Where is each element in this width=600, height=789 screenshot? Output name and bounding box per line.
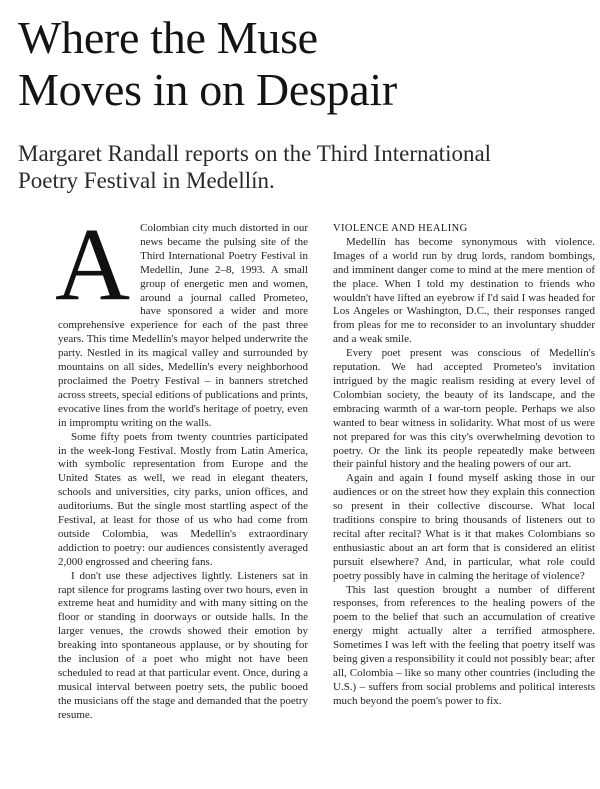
drop-cap: A — [55, 207, 131, 322]
deck-line: Poetry Festival in Medellín. — [18, 168, 275, 193]
article-title — [18, 12, 588, 116]
body-paragraph: Some fifty poets from twenty countries participated in the week-long Festival. Mostly from Latin America, with symbolic representation from Europe and the United States as well, we read in elegant theaters, schools and universities, city parks, union offices, and auditoriums. But the single most startling aspect of the Festival, at least for those of us who had come from outside Colombia, was Medellín's extraordinary addiction to poetry: our audiences consistently averaged 2,000 engrossed and cheering fans. — [58, 430, 308, 568]
body-paragraph: Every poet present was conscious of Medellín's reputation. We had accepted Prometeo's invitation intrigued by the magic realism residing at every level of Colombian society, the beauty of its landscape, and the embracing warmth of a war-torn people. Perhaps we also wanted to bear witness in solidarity. What most of us were not prepared for was this city's overwhelming devotion to poetry. Or the link its people repeatedly make between their painful history and the healing powers of our art. — [333, 347, 595, 471]
body-paragraph: This last question brought a number of different responses, from references to the healing powers of the poem to the belief that such an accumulation of creative energy might actually alter a terrified atmosphere. Sometimes I was left with the feeling that poetry itself was being given a responsibility it could not possibly bear; after all, Colombia – like so many other countries (including the U.S.) – suffers from social problems and political interests much beyond the poem's power to fix. — [333, 583, 595, 707]
left-column — [55, 207, 308, 723]
body-paragraph: I don't use these adjectives lightly. Listeners sat in rapt silence for programs lasting over two hours, even in extreme heat and humidity and with many sitting on the floor or standing in doorways or outside halls. In the larger venues, the crowds showed their emotion by breaking into spontaneous applause, or by shouting for the inclusion of a poet who might not have been scheduled to read at that particular event. Once, during a musical interval between poetry sets, the public booed the musicians off the stage and demanded that the poetry resume. — [58, 569, 308, 721]
section-heading: VIOLENCE AND HEALING — [333, 223, 468, 234]
article-deck — [18, 140, 588, 194]
deck-line: Margaret Randall reports on the Third International — [18, 141, 492, 166]
title-line: Moves in on Despair — [18, 64, 397, 115]
title-line: Where the Muse — [18, 12, 318, 63]
body-paragraph: Colombian city much distorted in our news became the pulsing site of the Third International Poetry Festival in Medellín, June 2–8, 1993. A small group of energetic men and women, around a journal called Prometeo, have sponsored a wider and more comprehensive experience for each of the past three years. This time Medellín's mayor helped underwrite the party. Nestled in its magical valley and surrounded by mountains on all sides, Medellín's every neighborhood proclaimed the Poetry Festival – in banners stretched across streets, special editions of publications and prints, evocative lines from the world's heritage of poetry, even in impromptu writing on the walls. — [58, 222, 308, 429]
right-column — [333, 222, 595, 709]
body-paragraph: Again and again I found myself asking those in our audiences or on the street how they explain this connection so present in their collective discourse. What local traditions conspire to bring thousands of listeners out to recital after recital? What is it that makes Colombians so enthusiastic about an art form that is considered an elitist pursuit elsewhere? And, in particular, what role could poetry possibly have in calming the heritage of violence? — [333, 472, 595, 582]
body-paragraph: Medellín has become synonymous with violence. Images of a world run by drug lords, random bombings, and imminent danger come to mind at the mere mention of the place. When I told my destination to friends who wouldn't have lifted an eyebrow if I'd said I was headed for Los Angeles or Washington, D.C., their responses ranged from pleas for me to reconsider to an involuntary shudder and a weak smile. — [333, 235, 595, 346]
